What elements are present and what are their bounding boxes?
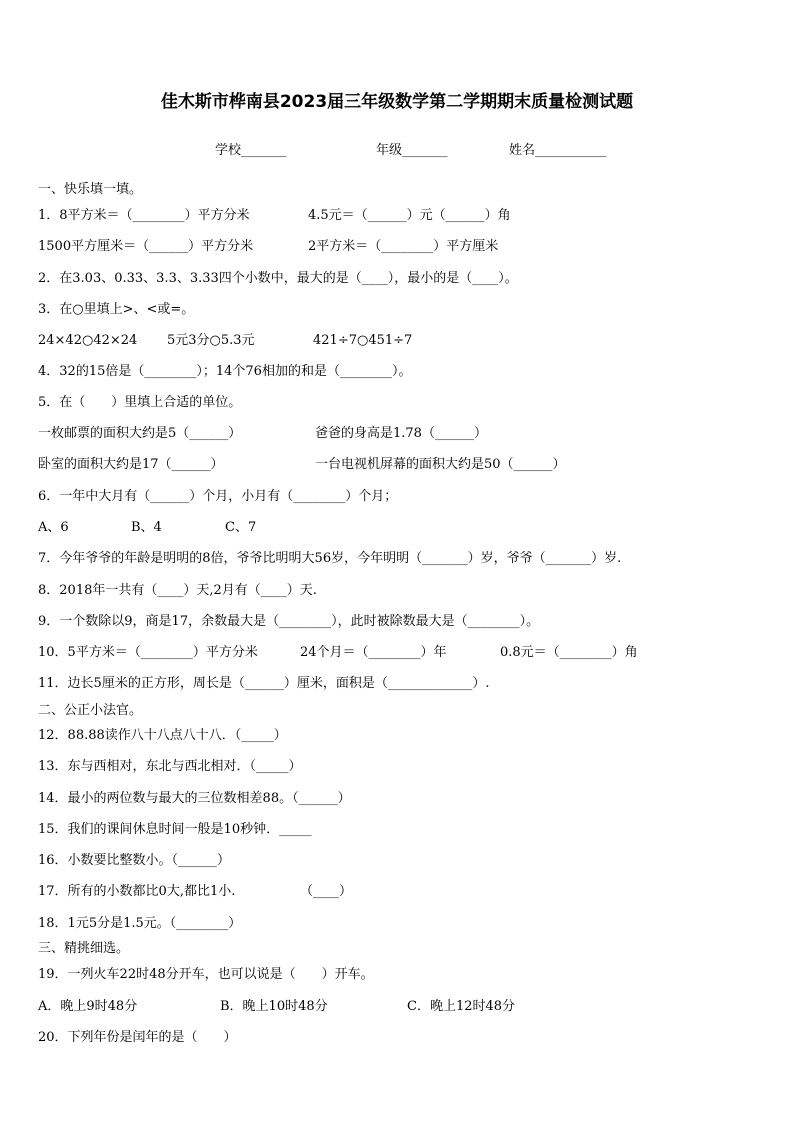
question-5c: 卧室的面积大约是17（______） xyxy=(38,457,224,472)
question-18: 18．1元5分是1.5元。（________） xyxy=(38,916,242,931)
question-7: 7．今年爷爷的年龄是明明的8倍，爷爷比明明大56岁，今年明明（_______）岁，爷爷（_______）岁. xyxy=(38,551,622,566)
question-12: 12．88.88读作八十八点八十八．（_____） xyxy=(38,728,287,743)
question-8: 8．2018年一共有（____）天,2月有（____）天. xyxy=(38,583,317,598)
question-5a: 一枚邮票的面积大约是5（______） xyxy=(38,426,242,441)
question-17-blank: （____） xyxy=(300,884,353,899)
question-3a: 24×42○42×24 xyxy=(38,333,138,348)
question-17: 17．所有的小数都比0大,都比1小. xyxy=(38,884,236,899)
name-field: 姓名___________ xyxy=(509,143,607,158)
question-3b: 5元3分○5.3元 xyxy=(167,333,255,348)
question-3c: 421÷7○451÷7 xyxy=(313,333,413,348)
question-1b: 4.5元＝（______）元（______）角 xyxy=(308,208,511,223)
section-3-heading: 三、精挑细选。 xyxy=(38,941,130,956)
question-3: 3．在○里填上>、<或=。 xyxy=(38,302,195,317)
option-6c: C、7 xyxy=(225,520,257,535)
option-6a: A、6 xyxy=(38,520,69,535)
question-2: 2．在3.03、0.33、3.3、3.33四个小数中，最大的是（____），最小的是（____）。 xyxy=(38,271,518,286)
question-14: 14．最小的两位数与最大的三位数相差88。（______） xyxy=(38,791,351,806)
question-11: 11．边长5厘米的正方形，周长是（______）厘米，面积是（_____________）. xyxy=(38,676,490,691)
question-15: 15．我们的课间休息时间一般是10秒钟．_____ xyxy=(38,822,312,837)
school-field: 学校_______ xyxy=(215,143,287,158)
grade-field: 年级_______ xyxy=(376,143,448,158)
question-10a: 10．5平方米＝（________）平方分米 xyxy=(38,645,258,660)
option-19b: B．晚上10时48分 xyxy=(220,999,328,1014)
option-6b: B、4 xyxy=(131,520,162,535)
question-5b: 爸爸的身高是1.78（______） xyxy=(315,426,487,441)
question-1d: 2平方米＝（________）平方厘米 xyxy=(308,239,499,254)
question-9: 9．一个数除以9，商是17，余数最大是（________），此时被除数最大是（________）。 xyxy=(38,614,540,629)
section-2-heading: 二、公正小法官。 xyxy=(38,703,143,718)
question-19: 19．一列火车22时48分开车，也可以说是（ ）开车。 xyxy=(38,967,374,982)
section-1-heading: 一、快乐填一填。 xyxy=(38,182,143,197)
document-title: 佳木斯市桦南县2023届三年级数学第二学期期末质量检测试题 xyxy=(160,92,634,112)
option-19c: C．晚上12时48分 xyxy=(407,999,516,1014)
question-10c: 0.8元＝（________）角 xyxy=(500,645,638,660)
question-20: 20．下列年份是闰年的是（ ） xyxy=(38,1030,237,1045)
question-5: 5．在（ ）里填上合适的单位。 xyxy=(38,395,242,410)
question-1a: 1．8平方米＝（________）平方分米 xyxy=(38,208,250,223)
question-1c: 1500平方厘米＝（______）平方分米 xyxy=(38,239,254,254)
question-4: 4．32的15倍是（________）；14个76相加的和是（________）。 xyxy=(38,364,412,379)
question-10b: 24个月＝（________）年 xyxy=(300,645,447,660)
question-16: 16．小数要比整数小。（______） xyxy=(38,853,231,868)
question-6: 6．一年中大月有（______）个月，小月有（________）个月； xyxy=(38,489,398,504)
option-19a: A．晚上9时48分 xyxy=(38,999,138,1014)
question-13: 13．东与西相对，东北与西北相对．（_____） xyxy=(38,759,302,774)
question-5d: 一台电视机屏幕的面积大约是50（______） xyxy=(315,457,566,472)
